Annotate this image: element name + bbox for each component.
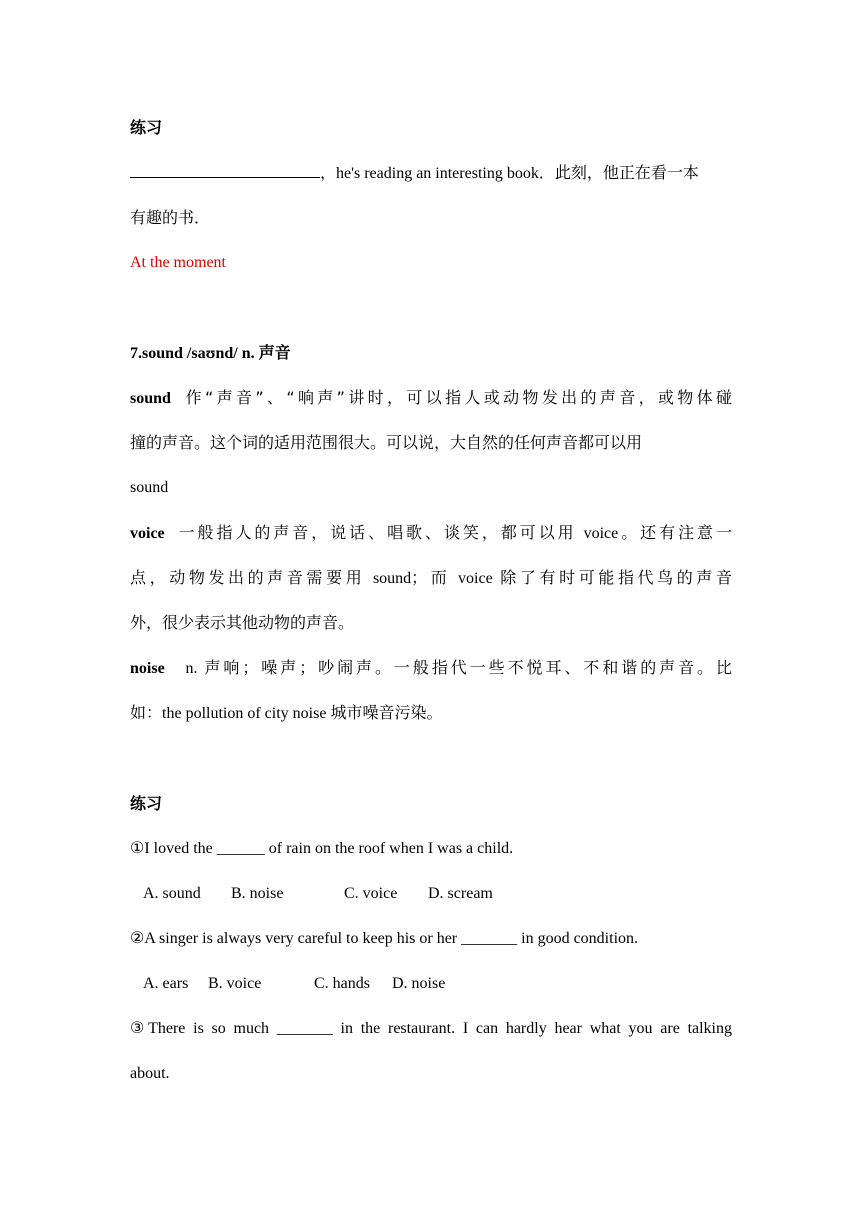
q2-option-b: B. voice	[208, 975, 262, 992]
term-voice: voice	[130, 525, 165, 542]
exercise-heading-1: 练习	[130, 118, 163, 137]
answer-blank	[130, 162, 320, 178]
exercise-1-sentence	[130, 162, 699, 185]
sound-definition-line-1: sound 作“声音”、“响声”讲时，可以指人或动物发出的声音，或物体碰	[130, 388, 733, 407]
voice-definition-line-2: 点，动物发出的声音需要用 sound；而 voice 除了有时可能指代鸟的声音	[130, 568, 732, 587]
q2-option-a: A. ears	[143, 975, 189, 992]
sound-definition-line-2: 撞的声音。这个词的适用范围很大。可以说，大自然的任何声音都可以用	[130, 433, 643, 452]
question-2-options	[143, 973, 445, 995]
sentence-cn: 此刻，他正在看一本	[554, 163, 699, 182]
question-2: ②A singer is always very careful to keep his or her _______ in good condition.	[130, 930, 639, 947]
exercise-1-answer: At the moment	[130, 254, 226, 271]
term-noise: noise	[130, 660, 165, 677]
sentence-cn-continued: 有趣的书．	[130, 208, 211, 227]
voice-definition-line-3: 外，很少表示其他动物的声音。	[130, 613, 355, 632]
vocab-title-cn: 声音	[258, 343, 291, 362]
term-sound: sound	[130, 390, 171, 407]
voice-definition-line-1: voice 一般指人的声音，说话、唱歌、谈笑，都可以用 voice。还有注意一	[130, 523, 732, 542]
q2-option-d: D. noise	[392, 975, 446, 992]
vocab-title	[130, 342, 291, 365]
question-1-options	[143, 883, 493, 905]
q2-option-c: C. hands	[314, 975, 370, 992]
question-3-line-1: ③There is so much _______ in the restaurant. I can hardly hear what you are talking	[130, 1020, 732, 1037]
question-3-line-2: about.	[130, 1065, 170, 1082]
vocab-title-en: 7.sound /saʊnd/ n.	[130, 345, 255, 362]
question-1: ①I loved the ______ of rain on the roof when I was a child.	[130, 840, 514, 857]
sentence-en: ，he's reading an interesting book．	[320, 165, 555, 182]
q1-option-d: D. scream	[428, 885, 493, 902]
noise-definition-line-2: 如：the pollution of city noise 城市噪音污染。	[130, 703, 443, 722]
q1-option-a: A. sound	[143, 885, 201, 902]
sound-definition-line-3: sound	[130, 479, 169, 496]
q1-option-b: B. noise	[231, 885, 284, 902]
noise-definition-line-1: noise n. 声响；噪声；吵闹声。一般指代一些不悦耳、不和谐的声音。比	[130, 658, 732, 677]
q1-option-c: C. voice	[344, 885, 398, 902]
exercise-heading-2: 练习	[130, 794, 163, 813]
